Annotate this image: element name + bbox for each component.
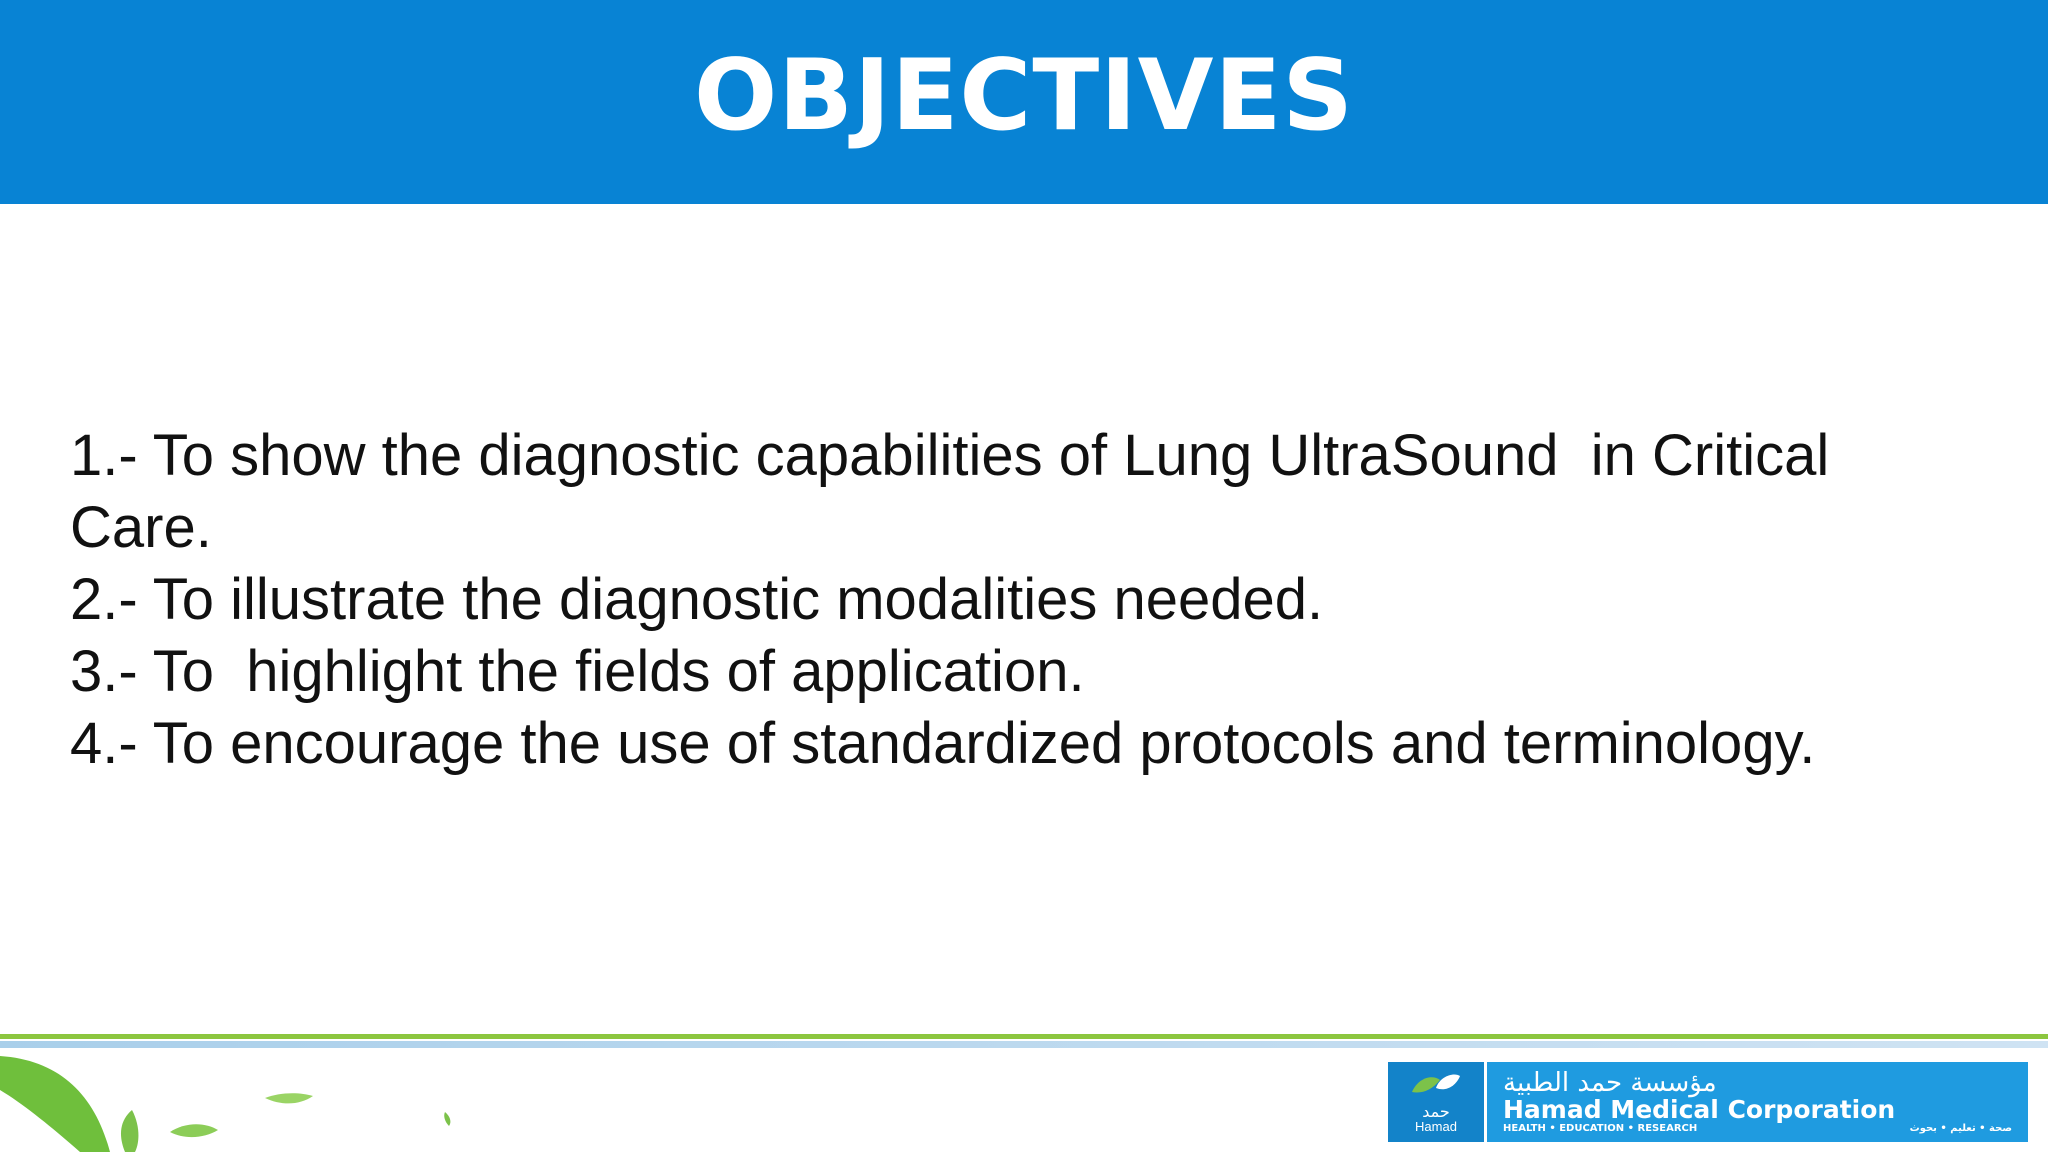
hamad-logo [1388, 1062, 2028, 1142]
logo-tagline [1503, 1123, 2012, 1135]
objective-line: Care. [70, 495, 212, 560]
leaf-icon [170, 1124, 218, 1137]
leaf-icon [0, 1056, 110, 1152]
emblem-arabic: حمد [1422, 1102, 1450, 1121]
leaf-emblem-icon [1410, 1070, 1462, 1104]
footer-divider-blue [0, 1041, 2048, 1048]
leaf-icon [444, 1112, 450, 1126]
logo-emblem [1388, 1062, 1487, 1142]
logo-name-english: Hamad Medical Corporation [1503, 1095, 1896, 1124]
objectives-list [70, 420, 1970, 780]
decorative-leaves [0, 1050, 520, 1152]
logo-wordmark [1487, 1062, 2028, 1142]
objective-line: 2.- To illustrate the diagnostic modalities needed. [70, 567, 1324, 632]
leaf-icon [265, 1093, 313, 1103]
footer-divider-green [0, 1034, 2048, 1039]
logo-name-arabic: مؤسسة حمد الطبية [1503, 1068, 1717, 1098]
objective-line: 4.- To encourage the use of standardized protocols and terminology. [70, 711, 1816, 776]
objective-line: 3.- To highlight the fields of application. [70, 639, 1085, 704]
logo-tagline-english: HEALTH • EDUCATION • RESEARCH [1503, 1123, 1698, 1134]
objective-line: 1.- To show the diagnostic capabilities of Lung UltraSound in Critical [70, 423, 1830, 488]
slide-title: OBJECTIVES [693, 39, 1354, 153]
leaf-icon [121, 1110, 138, 1152]
logo-tagline-arabic: صحة • تعليم • بحوث [1909, 1123, 2012, 1134]
emblem-english: Hamad [1415, 1119, 1457, 1134]
